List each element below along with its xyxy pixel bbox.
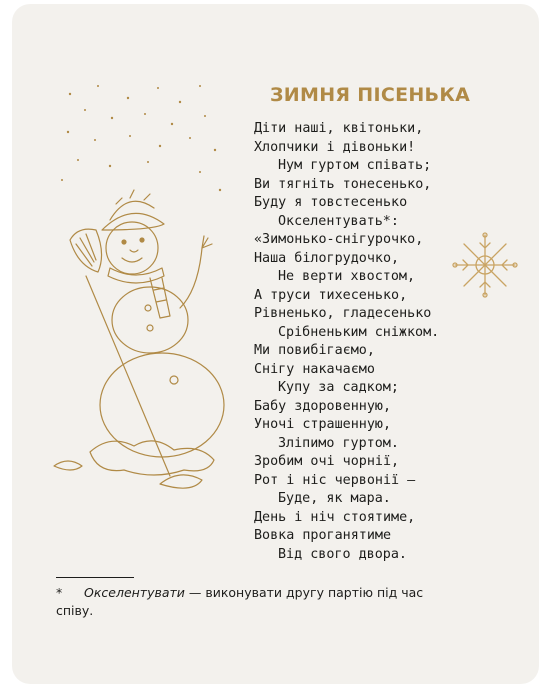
- poem-body: [254, 120, 439, 564]
- poem-line: Зробим очі чорнії,: [254, 454, 400, 469]
- poem-line: Зліпимо гуртом.: [278, 435, 399, 451]
- poem-line: Вовка проганятиме: [254, 528, 392, 543]
- poem-line: Наша білогрудочко,: [254, 250, 400, 266]
- poem-line: Рот і ніс червонії —: [254, 472, 416, 488]
- footnote-divider: [56, 577, 134, 578]
- poem-line: «Зимонько-снігурочко,: [254, 232, 424, 247]
- poem-line: Снігу накачаємо: [254, 361, 375, 377]
- poem-line: Срібненьким сніжком.: [278, 324, 440, 340]
- poem-line: Не верти хвостом,: [278, 269, 416, 284]
- poem-line: Ми повибігаємо,: [254, 343, 375, 358]
- poem-title: ЗИМНЯ ПІСЕНЬКА: [270, 84, 471, 106]
- footnote-definition: — виконувати другу партію під час співу.: [56, 585, 424, 618]
- poem-line: Купу за садком;: [278, 380, 399, 395]
- snowflake-icon: [452, 232, 518, 298]
- footnote-marker: *: [56, 585, 63, 600]
- poem-line: Діти наші, квітоньки,: [254, 121, 424, 136]
- poem-line: День і ніч стоятиме,: [254, 509, 416, 525]
- snow-dots: [61, 85, 221, 191]
- poem-line: Окселентувать*:: [278, 213, 399, 229]
- footnote-term: Окселентувати: [84, 585, 185, 600]
- poem-line: Бабу здоровенную,: [254, 398, 392, 414]
- poem-line: Від свого двора.: [278, 546, 407, 562]
- poem-line: Уночі страшенную,: [254, 417, 392, 432]
- poem-line: Рівненько, гладесенько: [254, 306, 432, 321]
- poem-line: Буду я товстесенько: [254, 195, 408, 210]
- footnote: [56, 584, 456, 620]
- poem-line: Нум гуртом співать;: [278, 158, 432, 173]
- poem-line: А труси тихесенько,: [254, 287, 408, 303]
- poem-line: Хлопчики і дівоньки!: [254, 139, 416, 155]
- poem-line: Ви тягніть тонесенько,: [254, 176, 432, 192]
- snowman-illustration: [50, 80, 230, 520]
- poem-line: Буде, як мара.: [278, 491, 391, 506]
